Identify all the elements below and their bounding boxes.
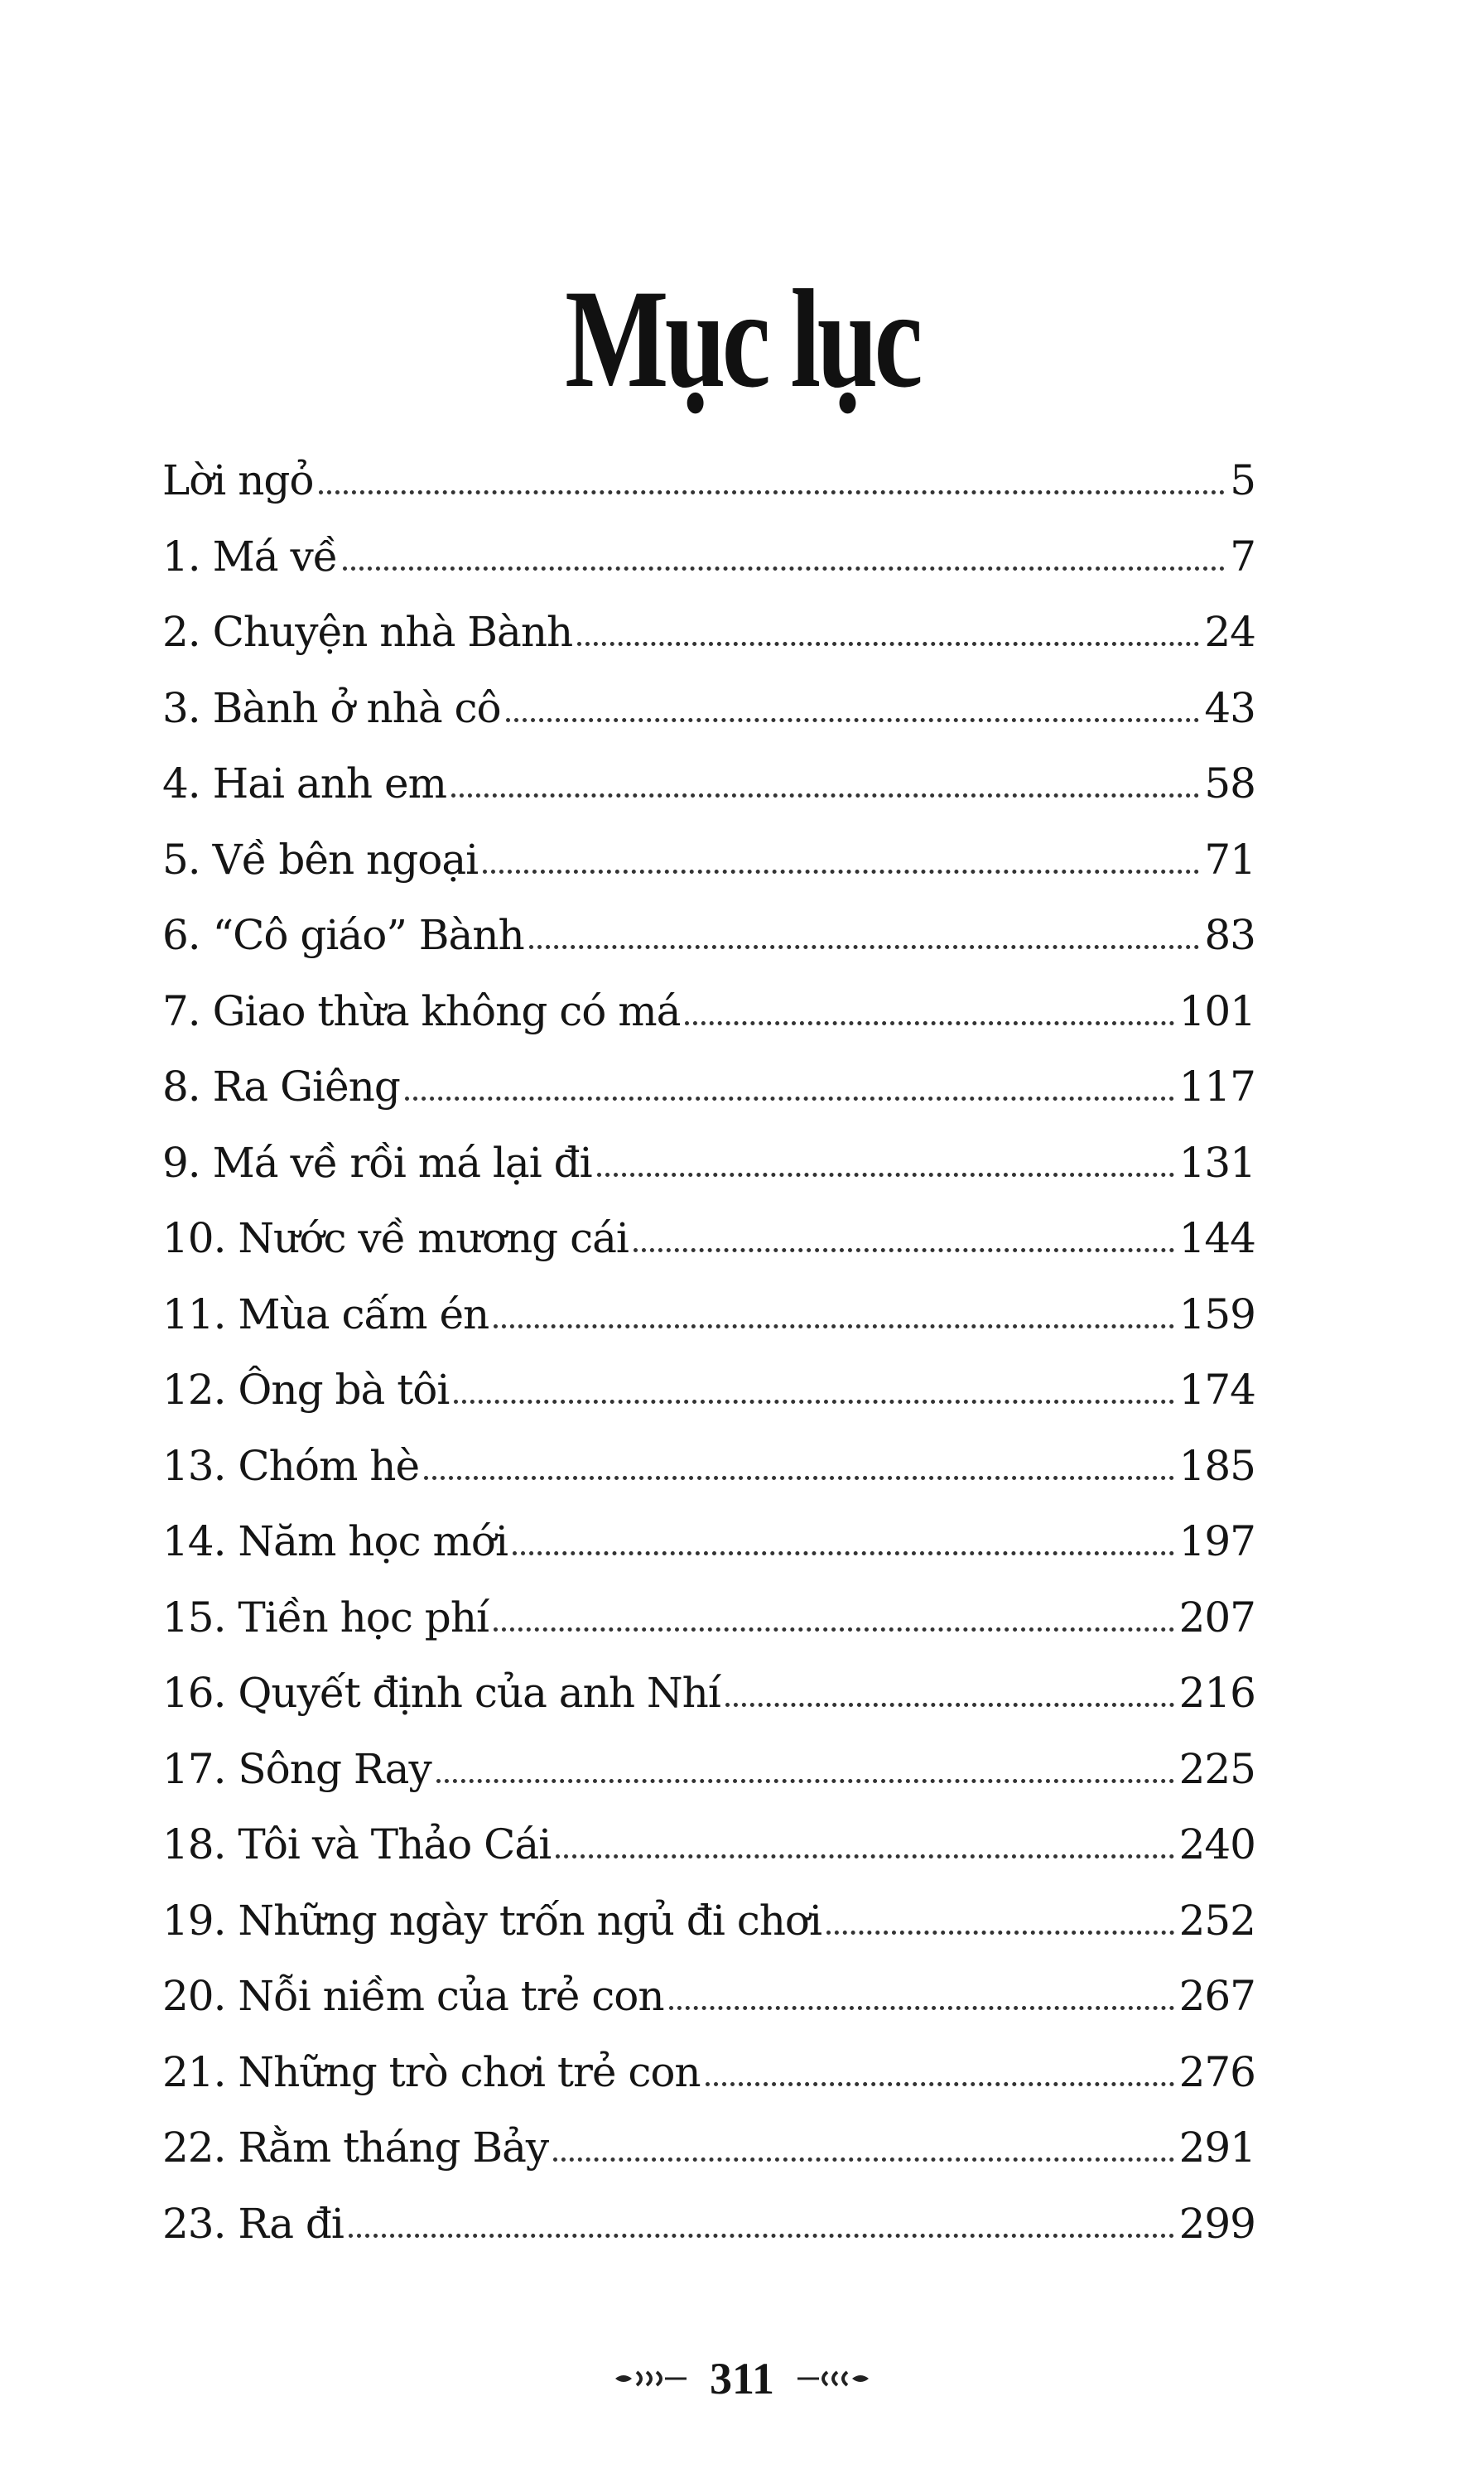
toc-entry-page: 144	[1178, 1214, 1255, 1262]
toc-entry	[162, 1883, 1255, 1960]
toc-entry-title: 8. Ra Giêng	[162, 1063, 400, 1111]
table-of-contents	[162, 443, 1255, 2262]
dot-leader	[483, 870, 1199, 874]
toc-entry-page: 225	[1178, 1744, 1255, 1793]
toc-entry-page: 159	[1178, 1290, 1255, 1338]
dot-leader	[349, 2234, 1174, 2238]
dot-leader	[451, 793, 1199, 798]
toc-entry-page: 207	[1178, 1593, 1255, 1642]
toc-entry-page: 71	[1204, 835, 1255, 884]
dot-leader	[436, 1779, 1174, 1783]
toc-entry-page: 117	[1178, 1063, 1255, 1111]
toc-entry-page: 291	[1178, 2124, 1255, 2172]
toc-entry-page: 299	[1178, 2199, 1255, 2248]
dot-leader	[826, 1931, 1174, 1935]
toc-entry-title: 13. Chóm hè	[162, 1441, 420, 1490]
dot-leader	[454, 1400, 1173, 1404]
dot-leader	[529, 945, 1200, 949]
toc-entry-page: 131	[1178, 1138, 1255, 1187]
dot-leader	[513, 1551, 1174, 1555]
toc-entry-title: 9. Má về rồi má lại đi	[162, 1138, 592, 1187]
toc-entry	[162, 822, 1255, 899]
toc-entry-title: 19. Những ngày trốn ngủ đi chơi	[162, 1896, 822, 1945]
toc-entry-page: 197	[1178, 1517, 1255, 1565]
toc-entry	[162, 1807, 1255, 1883]
toc-entry-title: 12. Ông bà tôi	[162, 1366, 450, 1414]
toc-entry	[162, 2186, 1255, 2263]
dot-leader	[553, 2157, 1173, 2162]
dot-leader	[556, 1854, 1173, 1858]
toc-entry	[162, 1656, 1255, 1732]
dot-leader	[577, 642, 1199, 646]
toc-entry	[162, 443, 1255, 519]
dot-leader	[343, 566, 1226, 571]
dot-leader	[424, 1476, 1173, 1480]
toc-entry-page: 101	[1178, 986, 1255, 1035]
toc-entry-page: 24	[1204, 608, 1255, 656]
page-footer	[0, 2356, 1484, 2401]
toc-entry-title: 20. Nỗi niềm của trẻ con	[162, 1972, 664, 2020]
dot-leader	[405, 1097, 1174, 1101]
toc-entry-title: 3. Bành ở nhà cô	[162, 683, 501, 732]
toc-entry-title: 4. Hai anh em	[162, 759, 447, 808]
dot-leader	[597, 1173, 1174, 1177]
dot-leader	[634, 1248, 1174, 1252]
toc-entry	[162, 1277, 1255, 1353]
toc-entry-title: 2. Chuyện nhà Bành	[162, 608, 573, 656]
toc-entry-title: 10. Nước về mương cái	[162, 1214, 629, 1262]
toc-entry-page: 83	[1204, 911, 1255, 959]
toc-entry-title: 6. “Cô giáo” Bành	[162, 911, 524, 959]
dot-leader	[725, 1703, 1174, 1707]
toc-entry	[162, 2110, 1255, 2186]
toc-entry-title: 23. Ra đi	[162, 2199, 344, 2248]
toc-entry-page: 240	[1178, 1820, 1255, 1868]
toc-entry	[162, 519, 1255, 595]
dot-leader	[494, 1627, 1174, 1632]
toc-entry	[162, 974, 1255, 1050]
toc-entry-title: 18. Tôi và Thảo Cái	[162, 1820, 552, 1868]
toc-entry-title: 1. Má về	[162, 532, 338, 581]
dot-leader	[494, 1324, 1173, 1328]
toc-entry	[162, 746, 1255, 822]
toc-entry-title: 7. Giao thừa không có má	[162, 986, 681, 1035]
toc-entry	[162, 1126, 1255, 1202]
toc-entry	[162, 1732, 1255, 1808]
toc-entry	[162, 1429, 1255, 1505]
toc-entry-title: 14. Năm học mới	[162, 1517, 508, 1565]
toc-entry	[162, 1580, 1255, 1656]
toc-entry-page: 7	[1230, 532, 1255, 581]
dot-leader	[685, 1021, 1173, 1025]
toc-entry	[162, 595, 1255, 671]
toc-entry-page: 174	[1178, 1366, 1255, 1414]
toc-entry-title: 22. Rằm tháng Bảy	[162, 2124, 549, 2172]
toc-entry-page: 216	[1178, 1669, 1255, 1717]
toc-entry-title: 16. Quyết định của anh Nhí	[162, 1669, 720, 1717]
toc-entry-page: 43	[1204, 683, 1255, 732]
toc-entry	[162, 671, 1255, 747]
toc-entry-title: 11. Mùa cấm én	[162, 1290, 489, 1338]
toc-entry	[162, 2035, 1255, 2111]
dot-leader	[506, 718, 1200, 722]
toc-entry-title: 17. Sông Ray	[162, 1744, 431, 1793]
toc-entry	[162, 1959, 1255, 2035]
toc-entry-page: 58	[1204, 759, 1255, 808]
toc-entry-page: 185	[1178, 1441, 1255, 1490]
ornament-right-icon	[796, 2367, 870, 2390]
dot-leader	[669, 2006, 1174, 2010]
toc-entry	[162, 1504, 1255, 1580]
page-title: Mục lục	[565, 260, 919, 417]
toc-entry	[162, 898, 1255, 974]
toc-entry-page: 5	[1230, 456, 1255, 504]
toc-entry-page: 267	[1178, 1972, 1255, 2020]
toc-entry-title: 21. Những trò chơi trẻ con	[162, 2047, 701, 2096]
toc-entry-title: Lời ngỏ	[162, 456, 314, 504]
toc-entry-page: 276	[1178, 2047, 1255, 2096]
dot-leader	[706, 2082, 1174, 2086]
toc-entry-title: 5. Về bên ngoại	[162, 835, 479, 884]
page-number: 311	[709, 2354, 775, 2403]
toc-entry	[162, 1049, 1255, 1126]
toc-entry-title: 15. Tiền học phí	[162, 1593, 489, 1642]
ornament-left-icon	[614, 2367, 688, 2390]
toc-entry-page: 252	[1178, 1896, 1255, 1945]
toc-entry	[162, 1201, 1255, 1277]
dot-leader	[319, 490, 1226, 494]
toc-entry	[162, 1352, 1255, 1429]
